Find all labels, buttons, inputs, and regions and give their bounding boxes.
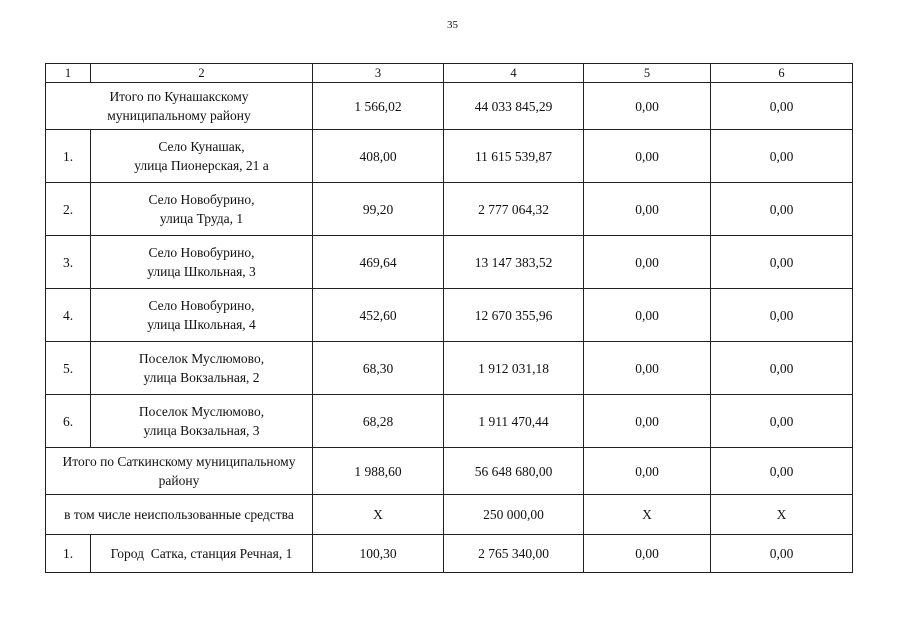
table-row <box>46 535 853 573</box>
column-header: 3 <box>313 64 444 83</box>
cell-col5: 0,00 <box>584 83 711 130</box>
address-line: Село Кунашак, <box>158 139 245 154</box>
cell-col5: 0,00 <box>584 535 711 573</box>
cell-col4: 2 777 064,32 <box>444 183 584 236</box>
district-total-row <box>46 83 853 130</box>
row-number: 1. <box>46 535 91 573</box>
cell-col6: X <box>711 495 853 535</box>
row-number: 1. <box>46 130 91 183</box>
column-header: 6 <box>711 64 853 83</box>
table-row <box>46 236 853 289</box>
table-row <box>46 395 853 448</box>
cell-col6: 0,00 <box>711 448 853 495</box>
address-cell <box>91 342 313 395</box>
address-line: Поселок Муслюмово, <box>138 351 265 366</box>
column-header: 1 <box>46 64 91 83</box>
cell-col3: 408,00 <box>313 130 444 183</box>
row-number: 2. <box>46 183 91 236</box>
address-line: Село Новобурино, <box>148 298 255 313</box>
address-line: улица Труда, 1 <box>159 211 244 226</box>
cell-col4: 56 648 680,00 <box>444 448 584 495</box>
label-line: району <box>158 473 200 488</box>
cell-col4: 2 765 340,00 <box>444 535 584 573</box>
cell-col3: 1 988,60 <box>313 448 444 495</box>
district-total-row <box>46 448 853 495</box>
cell-col4: 1 912 031,18 <box>444 342 584 395</box>
table-row <box>46 183 853 236</box>
header-row <box>46 64 853 83</box>
label-line: Итого по Кунашакскому <box>109 89 249 104</box>
column-header: 5 <box>584 64 711 83</box>
cell-col6: 0,00 <box>711 83 853 130</box>
cell-col3: 99,20 <box>313 183 444 236</box>
district-total-label <box>46 448 313 495</box>
row-number: 3. <box>46 236 91 289</box>
cell-col5: X <box>584 495 711 535</box>
unused-funds-row <box>46 495 853 535</box>
cell-col4: 11 615 539,87 <box>444 130 584 183</box>
column-header: 4 <box>444 64 584 83</box>
address-line: Село Новобурино, <box>148 192 255 207</box>
cell-col3: 452,60 <box>313 289 444 342</box>
cell-col6: 0,00 <box>711 183 853 236</box>
cell-col5: 0,00 <box>584 236 711 289</box>
address-cell <box>91 289 313 342</box>
cell-col5: 0,00 <box>584 448 711 495</box>
address-line: Поселок Муслюмово, <box>138 404 265 419</box>
address-line: Село Новобурино, <box>148 245 255 260</box>
column-header: 2 <box>91 64 313 83</box>
address-cell <box>91 236 313 289</box>
cell-col3: 1 566,02 <box>313 83 444 130</box>
cell-col6: 0,00 <box>711 395 853 448</box>
cell-col4: 12 670 355,96 <box>444 289 584 342</box>
table-row <box>46 289 853 342</box>
cell-col5: 0,00 <box>584 289 711 342</box>
row-number: 4. <box>46 289 91 342</box>
address-line: улица Пионерская, 21 а <box>134 158 269 173</box>
cell-col6: 0,00 <box>711 289 853 342</box>
cell-col6: 0,00 <box>711 342 853 395</box>
address-cell <box>91 395 313 448</box>
label-line: Итого по Саткинскому муниципальному <box>62 454 296 469</box>
cell-col4: 44 033 845,29 <box>444 83 584 130</box>
address-line: улица Школьная, 4 <box>147 317 256 332</box>
cell-col3: 469,64 <box>313 236 444 289</box>
row-number: 5. <box>46 342 91 395</box>
data-table <box>45 63 853 573</box>
address-cell: Город Сатка, станция Речная, 1 <box>91 535 313 573</box>
cell-col3: 68,30 <box>313 342 444 395</box>
cell-col4: 1 911 470,44 <box>444 395 584 448</box>
address-line: улица Школьная, 3 <box>147 264 256 279</box>
cell-col3: 100,30 <box>313 535 444 573</box>
table-row <box>46 342 853 395</box>
address-line: улица Вокзальная, 3 <box>143 423 260 438</box>
address-line: улица Вокзальная, 2 <box>143 370 260 385</box>
cell-col6: 0,00 <box>711 535 853 573</box>
unused-funds-label: в том числе неиспользованные средства <box>46 495 313 535</box>
cell-col6: 0,00 <box>711 236 853 289</box>
row-number: 6. <box>46 395 91 448</box>
cell-col3: X <box>313 495 444 535</box>
cell-col3: 68,28 <box>313 395 444 448</box>
page-number: 35 <box>447 19 458 31</box>
cell-col5: 0,00 <box>584 342 711 395</box>
label-line: муниципальному району <box>107 108 251 123</box>
cell-col4: 13 147 383,52 <box>444 236 584 289</box>
cell-col5: 0,00 <box>584 183 711 236</box>
cell-col4: 250 000,00 <box>444 495 584 535</box>
cell-col5: 0,00 <box>584 130 711 183</box>
cell-col6: 0,00 <box>711 130 853 183</box>
table-row <box>46 130 853 183</box>
address-cell <box>91 183 313 236</box>
district-total-label <box>46 83 313 130</box>
cell-col5: 0,00 <box>584 395 711 448</box>
address-cell <box>91 130 313 183</box>
